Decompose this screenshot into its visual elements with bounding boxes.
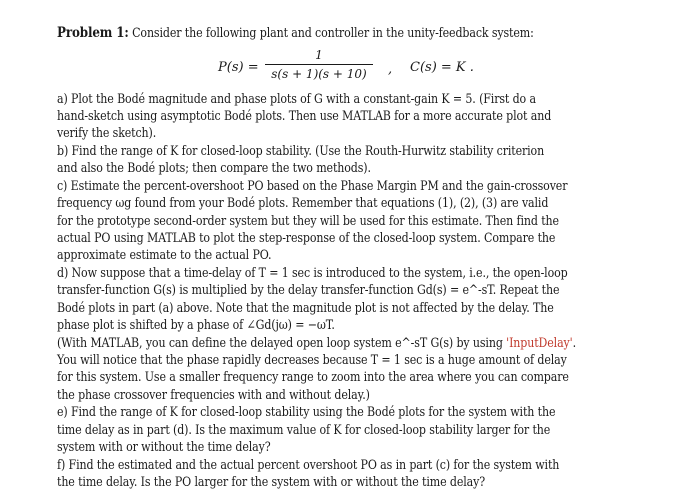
fraction-bar bbox=[265, 64, 373, 65]
body-line: hand-sketch using asymptotic Bodé plots. Then use MATLAB for a more accurate plot and bbox=[57, 109, 552, 124]
plant-lhs: P(s) = bbox=[218, 60, 259, 75]
body-line: the phase crossover frequencies with and without delay.) bbox=[57, 388, 370, 403]
body-line: actual PO using MATLAB to plot the step-response of the closed-loop system. Compare the bbox=[57, 231, 556, 246]
body-line: You will notice that the phase rapidly decreases because T = 1 sec is a huge amount of delay bbox=[57, 353, 567, 368]
body-line: system with or without the time delay? bbox=[57, 440, 271, 455]
body-line: a) Plot the Bodé magnitude and phase plots of G with a constant-gain K = 5. (First do a bbox=[57, 92, 536, 107]
body-line: c) Estimate the percent-overshoot PO based on the Phase Margin PM and the gain-crossover bbox=[57, 179, 568, 194]
body-line: transfer-function G(s) is multiplied by the delay transfer-function Gd(s) = e^-sT. Repeat the bbox=[57, 283, 560, 298]
problem-header bbox=[57, 25, 652, 41]
body-line: approximate estimate to the actual PO. bbox=[57, 248, 272, 263]
body-line: b) Find the range of K for closed-loop stability. (Use the Routh-Hurwitz stability criterion bbox=[57, 144, 545, 159]
problem-title: Problem 1: bbox=[57, 25, 129, 41]
body-line: (With MATLAB, you can define the delayed open loop system e^-sT G(s) by using 'InputDelay'. bbox=[57, 336, 576, 351]
body-line: d) Now suppose that a time-delay of T = 1 sec is introduced to the system, i.e., the open-loop bbox=[57, 266, 568, 281]
body-line: verify the sketch). bbox=[57, 126, 157, 141]
body-line: f) Find the estimated and the actual percent overshoot PO as in part (c) for the system with bbox=[57, 458, 560, 473]
controller-eq: C(s) = K . bbox=[410, 60, 474, 75]
equation-separator: , bbox=[388, 62, 393, 77]
body-line: e) Find the range of K for closed-loop stability using the Bodé plots for the system with the bbox=[57, 405, 556, 420]
plant-denominator: s(s + 1)(s + 10) bbox=[271, 67, 367, 81]
body-line: Bodé plots in part (a) above. Note that the magnitude plot is not affected by the delay. The bbox=[57, 301, 554, 316]
body-line: and also the Bodé plots; then compare the two methods). bbox=[57, 161, 371, 176]
body-line: time delay as in part (d). Is the maximum value of K for closed-loop stability larger for the bbox=[57, 423, 551, 438]
body-line: for the prototype second-order system but they will be used for this estimate. Then find the bbox=[57, 214, 559, 229]
problem-intro: Consider the following plant and controller in the unity-feedback system: bbox=[132, 26, 534, 41]
plant-numerator: 1 bbox=[315, 48, 323, 62]
body-line: frequency ωg found from your Bodé plots. Remember that equations (1), (2), (3) are valid bbox=[57, 196, 549, 211]
body-line: phase plot is shifted by a phase of ∠Gd(jω) = −ωT. bbox=[57, 318, 335, 333]
body-line: for this system. Use a smaller frequency range to zoom into the area where you can compare bbox=[57, 370, 569, 385]
plant-fraction bbox=[265, 48, 373, 81]
body-line: the time delay. Is the PO larger for the system with or without the time delay? bbox=[57, 475, 486, 490]
